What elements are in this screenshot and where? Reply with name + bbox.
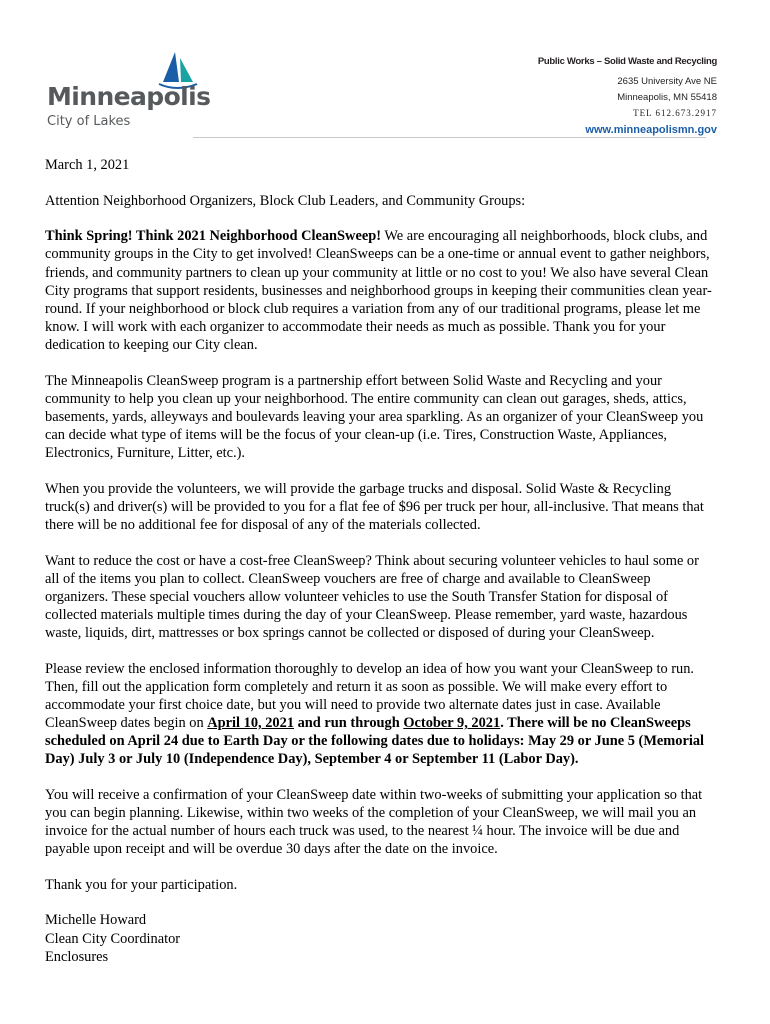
letterhead-divider: [193, 137, 706, 138]
department-address-block: [538, 56, 717, 136]
paragraph-program: The Minneapolis CleanSweep program is a partnership effort between Solid Waste and Recycling and your community to help you clean up your neighborhood. The entire community can clean out garages, sheds, attics, basements, yards, alleyways and boulevards leaving your area sparkling. As an organizer of your CleanSweep you can decide what type of items will be the focus of your clean-up (i.e. Tires, Construction Waste, Appliances, Electronics, Furniture, Litter, etc.).: [45, 372, 704, 461]
paragraph-trucks: When you provide the volunteers, we will provide the garbage trucks and disposal. Solid Waste & Recycling truck(s) and driver(s) will be provided to you for a flat fee of $96 per truck per hour, all-inclusive. That means that there will be no additional fee for disposal of any of the materials collected.: [45, 480, 704, 533]
city-tagline: City of Lakes: [47, 114, 131, 129]
paragraph-invoice: You will receive a confirmation of your CleanSweep date within two-weeks of submitting your application so that you can begin planning. Likewise, within two weeks of the completion of your CleanSweep, we will mail you an invoice for the actual number of hours each truck was used, to the nearest ¼ hour. The invoice will be due and payable upon receipt and will be overdue 30 days after the date on the invoice.: [45, 786, 703, 858]
signer-title: Clean City Coordinator: [45, 930, 181, 947]
salutation: Attention Neighborhood Organizers, Block Club Leaders, and Community Groups:: [45, 192, 526, 209]
closing: Thank you for your participation.: [45, 876, 238, 893]
address-line-1: 2635 University Ave NE: [617, 76, 717, 87]
city-name: Minneapolis: [47, 82, 211, 111]
intro-headline: Think Spring! Think 2021 Neighborhood CleanSweep!: [45, 228, 382, 245]
phone-number: TEL 612.673.2917: [633, 108, 717, 118]
paragraph-intro: [45, 227, 715, 354]
letter-date: March 1, 2021: [45, 157, 130, 173]
address-line-2: Minneapolis, MN 55418: [617, 92, 717, 103]
department-name: Public Works – Solid Waste and Recycling: [537, 56, 717, 67]
paragraph-dates: [45, 660, 715, 769]
excluded-dates: . There will be no CleanSweeps scheduled on April 24 due to Earth Day or the following dates due to holidays: May 29 or June 5 (Memorial Day) July 3 or July 10 (Independence Day), September 4 or September 11 (Labor Day).: [45, 714, 705, 768]
enclosures-note: Enclosures: [45, 948, 109, 965]
dates-mid: and run through: [294, 714, 404, 731]
start-date: April 10, 2021: [207, 714, 295, 731]
dates-text: Please review the enclosed information thoroughly to develop an idea of how you want your CleanSweep to run. Then, fill out the application form completely and return it as soon as possible. We will make every effort to accommodate your first choice date, but you will need to provide two alternate dates just in case. Available CleanSweep dates begin on: [45, 660, 695, 731]
city-logo: [47, 52, 211, 132]
intro-text: We are encouraging all neighborhoods, block clubs, and community groups in the City to get involved! CleanSweeps can be a one-time or annual event to gather neighbors, friends, and community partners to clean up your community at little or no cost to you! We also have several Clean City programs that support residents, businesses and neighborhood groups in keeping their communities clean year-round. If your neighborhood or block club requires a variation from any of our traditional programs, please let me know. I will work with each organizer to accommodate their needs as much as possible. Thank you for your dedication to keeping our City clean.: [45, 228, 712, 353]
paragraph-vouchers: Want to reduce the cost or have a cost-free CleanSweep? Think about securing volunteer vehicles to haul some or all of the items you plan to collect. CleanSweep vouchers are free of charge and available to CleanSweep organizers. These special vouchers allow volunteer vehicles to use the South Transfer Station for disposal of collected materials multiple times during the day of your CleanSweep. Please remember, yard waste, hazardous waste, liquids, dirt, mattresses or box springs cannot be collected or disposed of during your CleanSweep.: [45, 552, 699, 641]
end-date: October 9, 2021: [403, 714, 501, 731]
letter-body: [45, 156, 715, 966]
website-link[interactable]: www.minneapolismn.gov: [585, 124, 717, 136]
signer-name: Michelle Howard: [45, 912, 147, 929]
